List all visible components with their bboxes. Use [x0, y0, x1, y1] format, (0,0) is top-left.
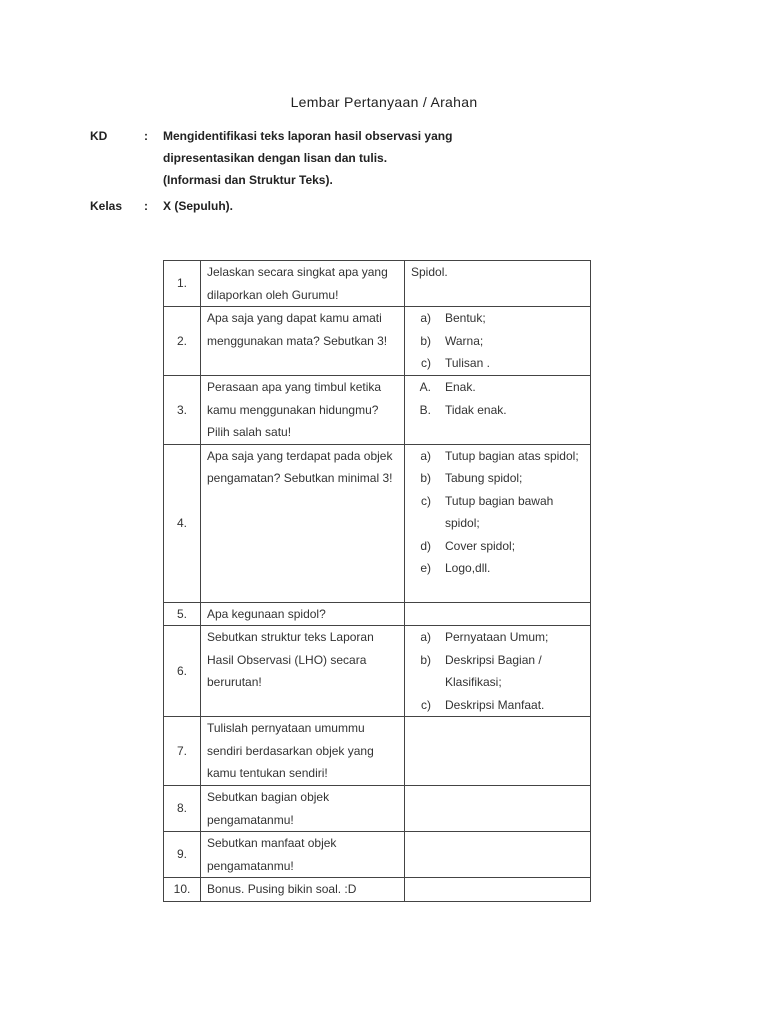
answer-item-text: Tabung spidol; — [445, 471, 523, 485]
question-table — [163, 260, 591, 902]
answer-item — [411, 649, 586, 694]
table-row — [164, 307, 591, 376]
answer-item-text: Tulisan . — [445, 356, 490, 370]
page-title: Lembar Pertanyaan / Arahan — [290, 94, 478, 110]
answer-item — [411, 352, 586, 375]
kelas-label: Kelas — [90, 199, 123, 213]
answer-item-text: Enak. — [445, 380, 476, 394]
answer-text: Spidol. — [411, 265, 448, 279]
answer-cell — [405, 444, 591, 602]
answer-marker: c) — [421, 356, 431, 370]
answer-item — [411, 376, 586, 399]
question-number: 5. — [164, 602, 201, 626]
answer-cell — [405, 832, 591, 878]
answer-item — [411, 399, 586, 422]
question-number: 4. — [164, 444, 201, 602]
question-number: 1. — [164, 261, 201, 307]
answer-item — [411, 330, 586, 353]
table-row — [164, 376, 591, 445]
table-row — [164, 832, 591, 878]
answer-cell — [405, 717, 591, 786]
answer-cell — [405, 786, 591, 832]
question-text: Perasaan apa yang timbul ketika kamu menggunakan hidungmu? Pilih salah satu! — [201, 376, 405, 445]
question-number: 6. — [164, 626, 201, 717]
kd-line: dipresentasikan dengan lisan dan tulis. — [163, 151, 388, 165]
table-row — [164, 786, 591, 832]
question-text: Sebutkan manfaat objek pengamatanmu! — [201, 832, 405, 878]
kd-colon: : — [144, 129, 148, 143]
answer-marker: a) — [420, 448, 431, 463]
question-number: 9. — [164, 832, 201, 878]
answer-item — [411, 557, 586, 580]
kd-line: Mengidentifikasi teks laporan hasil observasi yang — [163, 129, 453, 143]
answer-marker: A. — [419, 380, 431, 394]
kd-line: (Informasi dan Struktur Teks). — [163, 173, 333, 187]
question-number: 10. — [164, 878, 201, 902]
kd-description — [163, 125, 583, 191]
answer-cell — [405, 878, 591, 902]
answer-marker: B. — [419, 402, 431, 417]
answer-marker: e) — [420, 561, 431, 575]
question-number: 3. — [164, 376, 201, 445]
table-row — [164, 444, 591, 602]
answer-item-text: Bentuk; — [445, 311, 486, 325]
answer-item — [411, 535, 586, 558]
answer-item-text: Tutup bagian bawah spidol; — [445, 493, 554, 530]
question-text: Jelaskan secara singkat apa yang dilaporkan oleh Gurumu! — [201, 261, 405, 307]
answer-cell — [405, 626, 591, 717]
answer-marker: a) — [420, 311, 431, 325]
question-text: Sebutkan struktur teks Laporan Hasil Observasi (LHO) secara berurutan! — [201, 626, 405, 717]
answer-item-text: Cover spidol; — [445, 538, 516, 553]
table-row — [164, 602, 591, 626]
answer-marker: b) — [420, 652, 431, 667]
question-text: Sebutkan bagian objek pengamatanmu! — [201, 786, 405, 832]
question-text: Tulislah pernyataan umummu sendiri berdasarkan objek yang kamu tentukan sendiri! — [201, 717, 405, 786]
answer-cell — [405, 261, 591, 307]
answer-item — [411, 626, 586, 649]
answer-marker: c) — [421, 697, 431, 712]
answer-marker: c) — [421, 493, 431, 508]
answer-item-text: Deskripsi Manfaat. — [445, 697, 545, 712]
answer-item-text: Pernyataan Umum; — [445, 630, 549, 644]
answer-cell — [405, 307, 591, 376]
question-text: Bonus. Pusing bikin soal. :D — [201, 878, 405, 902]
table-row — [164, 878, 591, 902]
answer-marker: b) — [420, 333, 431, 348]
answer-item — [411, 467, 586, 490]
answer-item — [411, 445, 586, 468]
question-number: 8. — [164, 786, 201, 832]
answer-item-text: Logo,dll. — [445, 561, 491, 575]
table-row — [164, 626, 591, 717]
answer-item — [411, 694, 586, 717]
answer-item-text: Deskripsi Bagian / Klasifikasi; — [445, 652, 542, 689]
kelas-value: X (Sepuluh). — [163, 199, 233, 213]
answer-marker: d) — [420, 538, 431, 553]
kd-label: KD — [90, 129, 108, 143]
question-number: 7. — [164, 717, 201, 786]
answer-cell — [405, 376, 591, 445]
answer-item-text: Warna; — [445, 333, 484, 348]
answer-cell — [405, 602, 591, 626]
answer-marker: a) — [420, 630, 431, 644]
answer-item — [411, 307, 586, 330]
question-number: 2. — [164, 307, 201, 376]
answer-item-text: Tutup bagian atas spidol; — [445, 448, 579, 463]
answer-item-text: Tidak enak. — [445, 402, 507, 417]
answer-marker: b) — [420, 471, 431, 485]
answer-item — [411, 490, 586, 535]
question-text: Apa saja yang dapat kamu amati menggunakan mata? Sebutkan 3! — [201, 307, 405, 376]
question-text: Apa kegunaan spidol? — [201, 602, 405, 626]
question-text: Apa saja yang terdapat pada objek pengamatan? Sebutkan minimal 3! — [201, 444, 405, 602]
kelas-colon: : — [144, 199, 148, 213]
table-row — [164, 717, 591, 786]
table-row — [164, 261, 591, 307]
